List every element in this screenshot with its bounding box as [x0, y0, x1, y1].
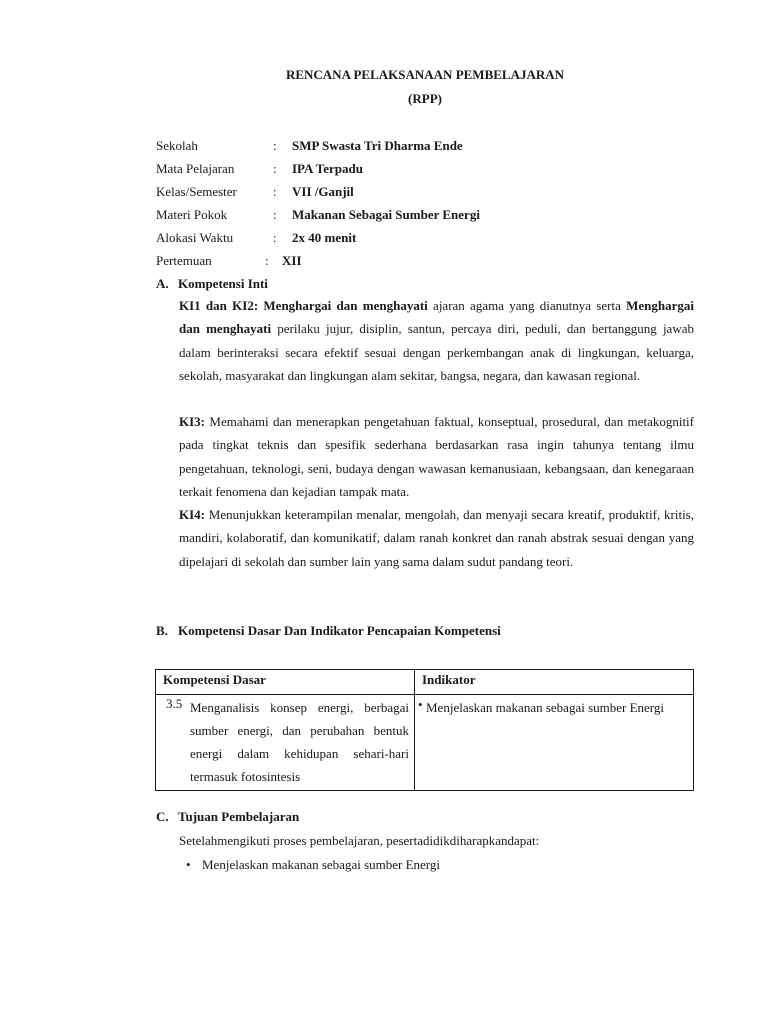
meta-label: Kelas/Semester [156, 184, 237, 199]
kd-text: Menganalisis konsep energi, berbagai sumber energi, dan perubahan bentuk energi dalam kehidupan sehari-hari termasuk fotosintesis [190, 700, 409, 784]
table-header-indikator: Indikator [415, 670, 694, 695]
meta-colon: : [273, 207, 277, 222]
table-header-row [156, 670, 694, 695]
section-a-heading [156, 276, 268, 292]
ki12-text-1: ajaran agama yang dianutnya serta [427, 298, 627, 313]
ki3-text: Memahami dan menerapkan pengetahuan faktual, konseptual, prosedural, dan metakognitif pada tingkat teknis dan spesifik sederhana berdasarkan rasa ingin tahunya tentang ilmu pengetahuan, teknologi, seni, budaya dengan wawasan kemanusiaan, kebangsaan, dan kenegaraan terkait fenomena dan kejadian tampak mata. [179, 414, 694, 499]
meta-value: VII /Ganjil [292, 184, 354, 199]
table-header-kompetensi-dasar: Kompetensi Dasar [156, 670, 415, 695]
meta-value: XII [282, 253, 302, 268]
ki3-paragraph [179, 410, 694, 503]
meta-colon: : [273, 138, 277, 153]
section-title: Tujuan Pembelajaran [178, 809, 300, 824]
meta-colon: : [273, 184, 277, 199]
kd-cell [156, 695, 415, 791]
document-title: RENCANA PELAKSANAAN PEMBELAJARAN [285, 67, 565, 82]
tujuan-intro: Setelahmengikuti proses pembelajaran, pesertadidikdiharapkandapat: [179, 833, 540, 848]
section-letter: C. [156, 809, 169, 824]
ki4-text: Menunjukkan keterampilan menalar, mengolah, dan menyaji secara kreatif, produktif, kritis, mandiri, kolaboratif, dan komunikatif, dalam ranah konkret dan ranah abstrak sesuai dengan yang dipelajari di sekolah dan sumber lain yang sama dalam sudut pandang teori. [179, 507, 694, 569]
ki12-text-2: perilaku jujur, disiplin, santun, percaya diri, peduli, dan bertanggung jawab dalam berinteraksi secara efektif sesuai dengan perkembangan anak di lingkungan, keluarga, sekolah, masyarakat dan lingkungan alam sekitar, bangsa, negara, dan kawasan regional. [179, 321, 694, 383]
meta-value: SMP Swasta Tri Dharma Ende [292, 138, 463, 153]
meta-label: Sekolah [156, 138, 198, 153]
competency-table [155, 669, 694, 791]
kd-number: 3.5 [166, 696, 183, 711]
section-title: Kompetensi Inti [178, 276, 268, 291]
section-c-heading [156, 809, 299, 825]
section-letter: A. [156, 276, 169, 291]
meta-label: Mata Pelajaran [156, 161, 235, 176]
bullet-icon: • [186, 857, 191, 872]
indicator-cell [415, 695, 694, 791]
meta-label: Materi Pokok [156, 207, 228, 222]
bullet-icon: • [418, 697, 423, 712]
ki4-paragraph [179, 503, 694, 573]
section-title: Kompetensi Dasar Dan Indikator Pencapaian Kompetensi [178, 623, 501, 638]
ki1-ki2-paragraph [179, 294, 694, 387]
document-subtitle: (RPP) [408, 91, 442, 106]
ki4-label: KI4: [179, 507, 205, 522]
table-row [156, 695, 694, 791]
meta-label: Alokasi Waktu [156, 230, 234, 245]
ki12-bold-2: Menghargai dan menghayati [179, 298, 694, 337]
ki3-label: KI3: [179, 414, 205, 429]
indicator-text: Menjelaskan makanan sebagai sumber Energi [426, 700, 665, 715]
meta-colon: : [273, 161, 277, 176]
meta-value: 2x 40 menit [292, 230, 357, 245]
list-item [186, 857, 440, 873]
meta-value: Makanan Sebagai Sumber Energi [292, 207, 480, 222]
section-letter: B. [156, 623, 168, 638]
meta-colon: : [265, 253, 269, 268]
meta-colon: : [273, 230, 277, 245]
meta-value: IPA Terpadu [292, 161, 363, 176]
meta-label: Pertemuan [156, 253, 212, 268]
list-item-text: Menjelaskan makanan sebagai sumber Energi [202, 857, 441, 872]
ki12-label: KI1 dan KI2: Menghargai dan menghayati [179, 298, 428, 313]
section-b-heading [156, 623, 501, 639]
